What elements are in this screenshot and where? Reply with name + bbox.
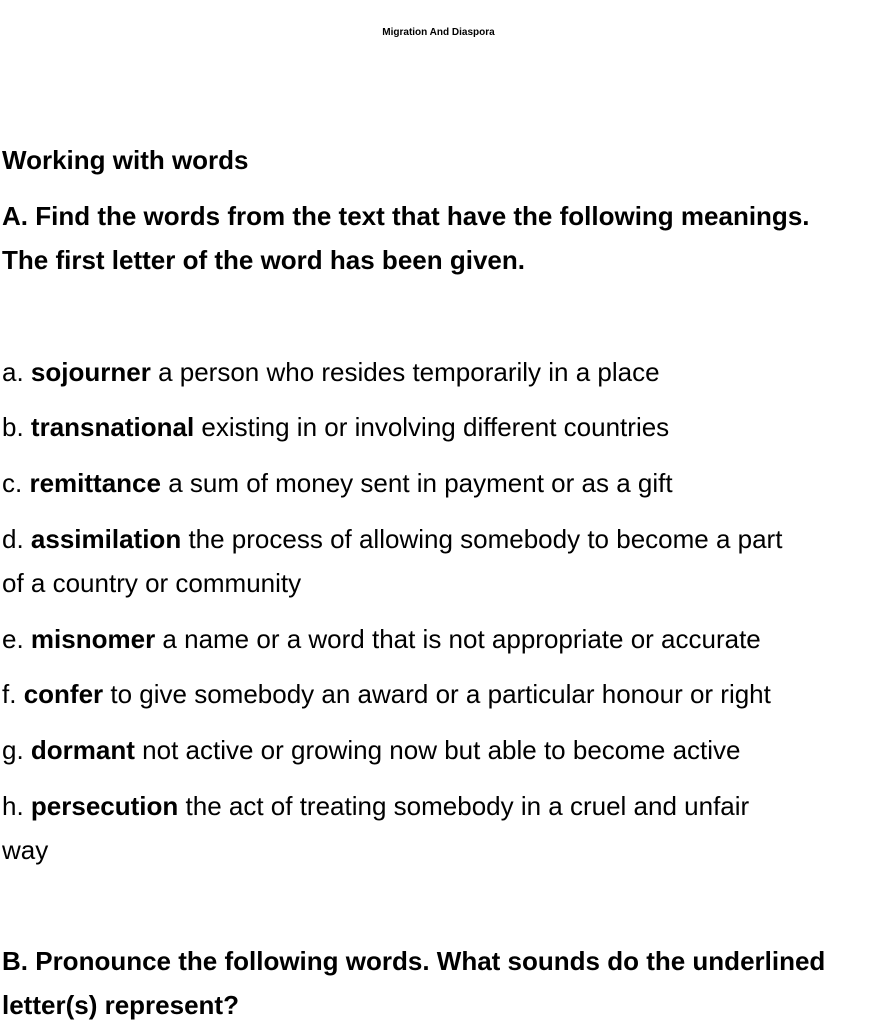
item-meaning: the process of allowing somebody to become a part xyxy=(188,524,783,554)
item-term: confer xyxy=(23,679,104,709)
item-term: transnational xyxy=(30,412,195,442)
item-letter: h. xyxy=(2,791,24,821)
item-term: persecution xyxy=(30,791,179,821)
list-item xyxy=(2,522,782,556)
question-b-line-2: letter(s) represent? xyxy=(2,990,239,1020)
item-letter: d. xyxy=(2,524,24,554)
list-item xyxy=(2,355,660,389)
item-term: sojourner xyxy=(30,357,151,387)
item-letter: c. xyxy=(2,468,23,498)
item-letter: f. xyxy=(2,679,17,709)
item-term: dormant xyxy=(30,735,135,765)
section-heading: Working with words xyxy=(2,145,249,175)
item-letter: g. xyxy=(2,735,24,765)
item-letter: b. xyxy=(2,412,24,442)
list-item xyxy=(2,410,669,444)
item-meaning: a sum of money sent in payment or as a gift xyxy=(168,468,673,498)
item-letter: a. xyxy=(2,357,24,387)
item-meaning: existing in or involving different countries xyxy=(201,412,670,442)
item-meaning-continuation: of a country or community xyxy=(2,568,302,598)
item-meaning: the act of treating somebody in a cruel and unfair xyxy=(185,791,750,821)
item-meaning-continuation: way xyxy=(2,835,49,865)
item-term: remittance xyxy=(29,468,161,498)
item-term: assimilation xyxy=(30,524,182,554)
item-meaning: a person who resides temporarily in a place xyxy=(158,357,660,387)
item-term: misnomer xyxy=(30,624,156,654)
item-meaning: to give somebody an award or a particular honour or right xyxy=(110,679,771,709)
question-a-line-1: A. Find the words from the text that have the following meanings. xyxy=(2,201,810,231)
page-title: Migration And Diaspora xyxy=(382,27,495,38)
list-item xyxy=(2,733,741,767)
item-letter: e. xyxy=(2,624,24,654)
question-a-line-2: The first letter of the word has been given. xyxy=(2,245,525,275)
list-item xyxy=(2,677,771,711)
question-b-line-1: B. Pronounce the following words. What sounds do the underlined xyxy=(2,946,826,976)
item-meaning: not active or growing now but able to become active xyxy=(142,735,741,765)
list-item xyxy=(2,789,749,823)
list-item xyxy=(2,466,673,500)
item-meaning: a name or a word that is not appropriate or accurate xyxy=(162,624,761,654)
list-item xyxy=(2,622,761,656)
